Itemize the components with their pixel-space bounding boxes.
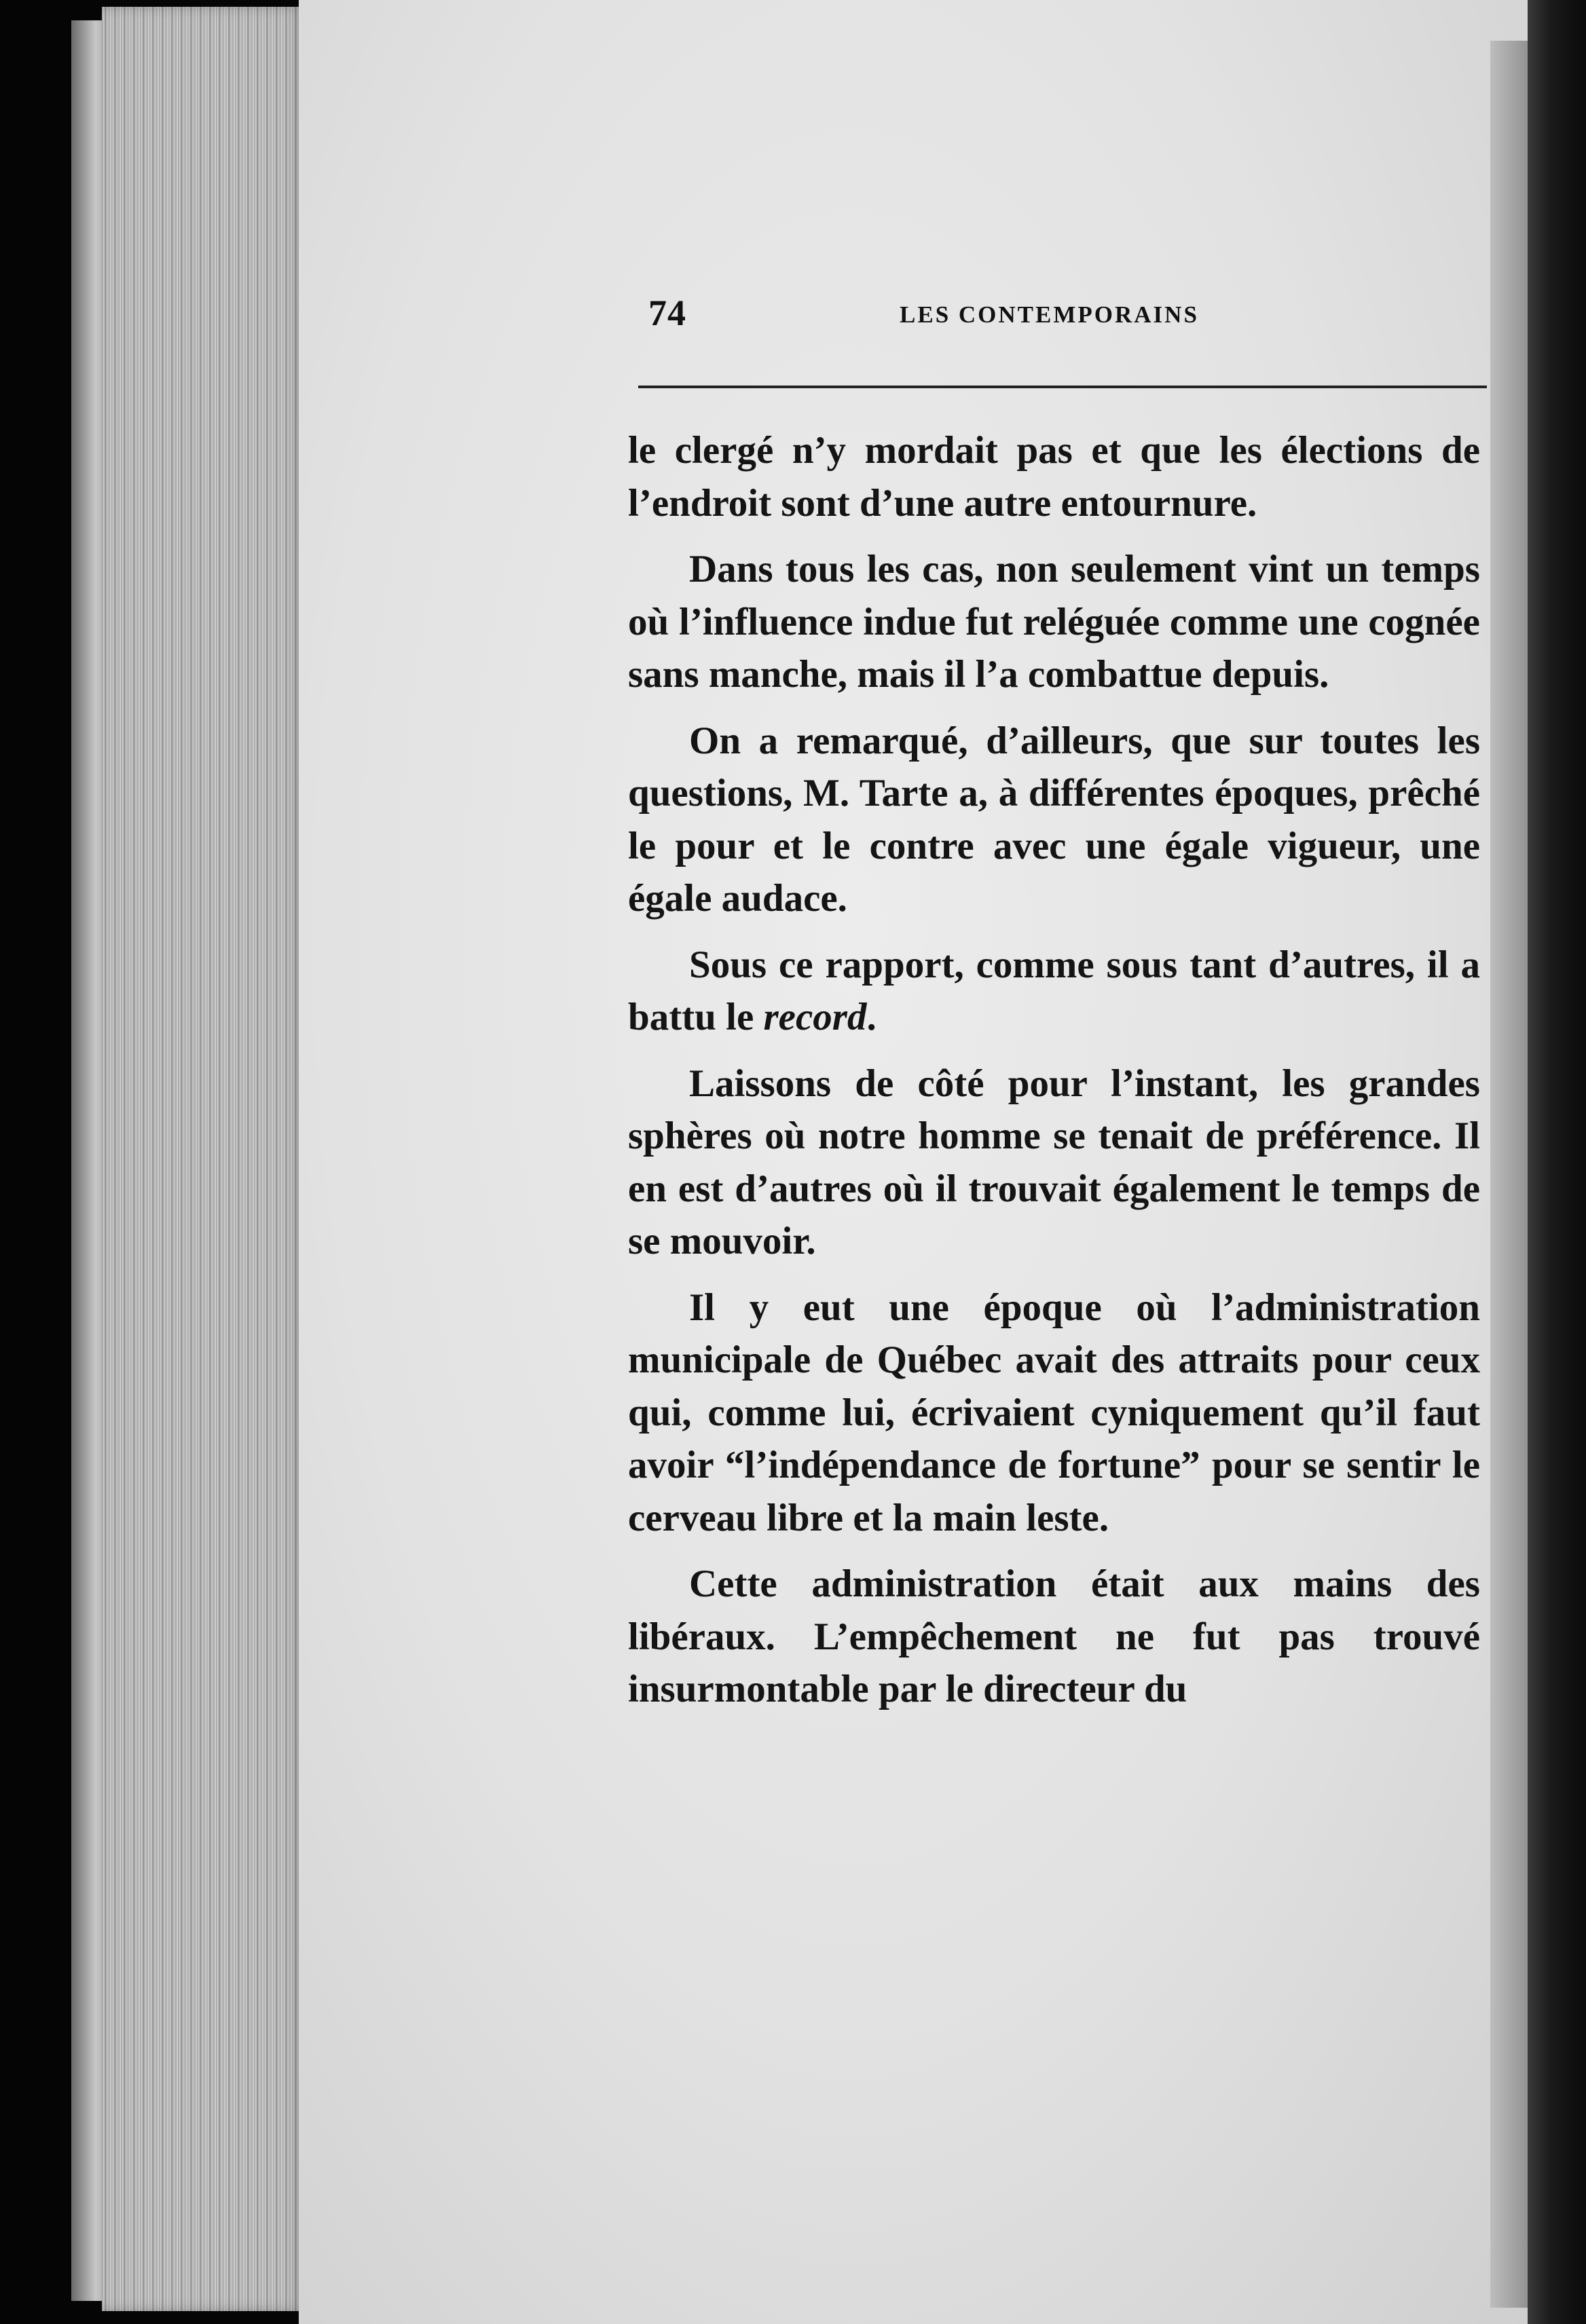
paragraph: Laissons de côté pour l’instant, les grandes sphères où notre homme se tenait de préférence. Il en est d’autres où il trouvait également le temps de se mouvoir. [628, 1062, 1480, 1262]
header-rule [638, 386, 1487, 388]
paragraph-text: Sous ce rapport, comme sous tant d’autres, il a battu le [628, 943, 1480, 1038]
book-right-edge [1490, 41, 1531, 2308]
running-header [648, 292, 1487, 339]
emphasized-word: record [763, 996, 867, 1038]
paragraph-text: . [866, 996, 877, 1038]
paragraph [628, 939, 1480, 1044]
paragraph: Cette administration était aux mains des libéraux. L’empêchement ne fut pas trouvé insurmontable par le directeur du [628, 1562, 1480, 1710]
paragraph: Dans tous les cas, non seulement vint un temps où l’influence indue fut reléguée comme une cognée sans manche, mais il l’a combattue depuis. [628, 548, 1480, 696]
page-number: 74 [648, 293, 686, 333]
scan-border-right [1528, 0, 1586, 2324]
paragraph: le clergé n’y mordait pas et que les élections de l’endroit sont d’une autre entournure. [628, 429, 1480, 525]
paragraph: Il y eut une époque où l’administration municipale de Québec avait des attraits pour ceux qui, comme lui, écrivaient cyniquement qu’il faut avoir “l’indépendance de fortune” pour se sentir le cerveau libre et la main leste. [628, 1286, 1480, 1539]
book-page-edges [102, 7, 306, 2311]
paragraph: On a remarqué, d’ailleurs, que sur toutes les questions, M. Tarte a, à différentes époques, prêché le pour et le contre avec une égale vigueur, une égale audace. [628, 719, 1480, 920]
body-text [628, 424, 1480, 1729]
running-title: LES CONTEMPORAINS [900, 301, 1199, 328]
